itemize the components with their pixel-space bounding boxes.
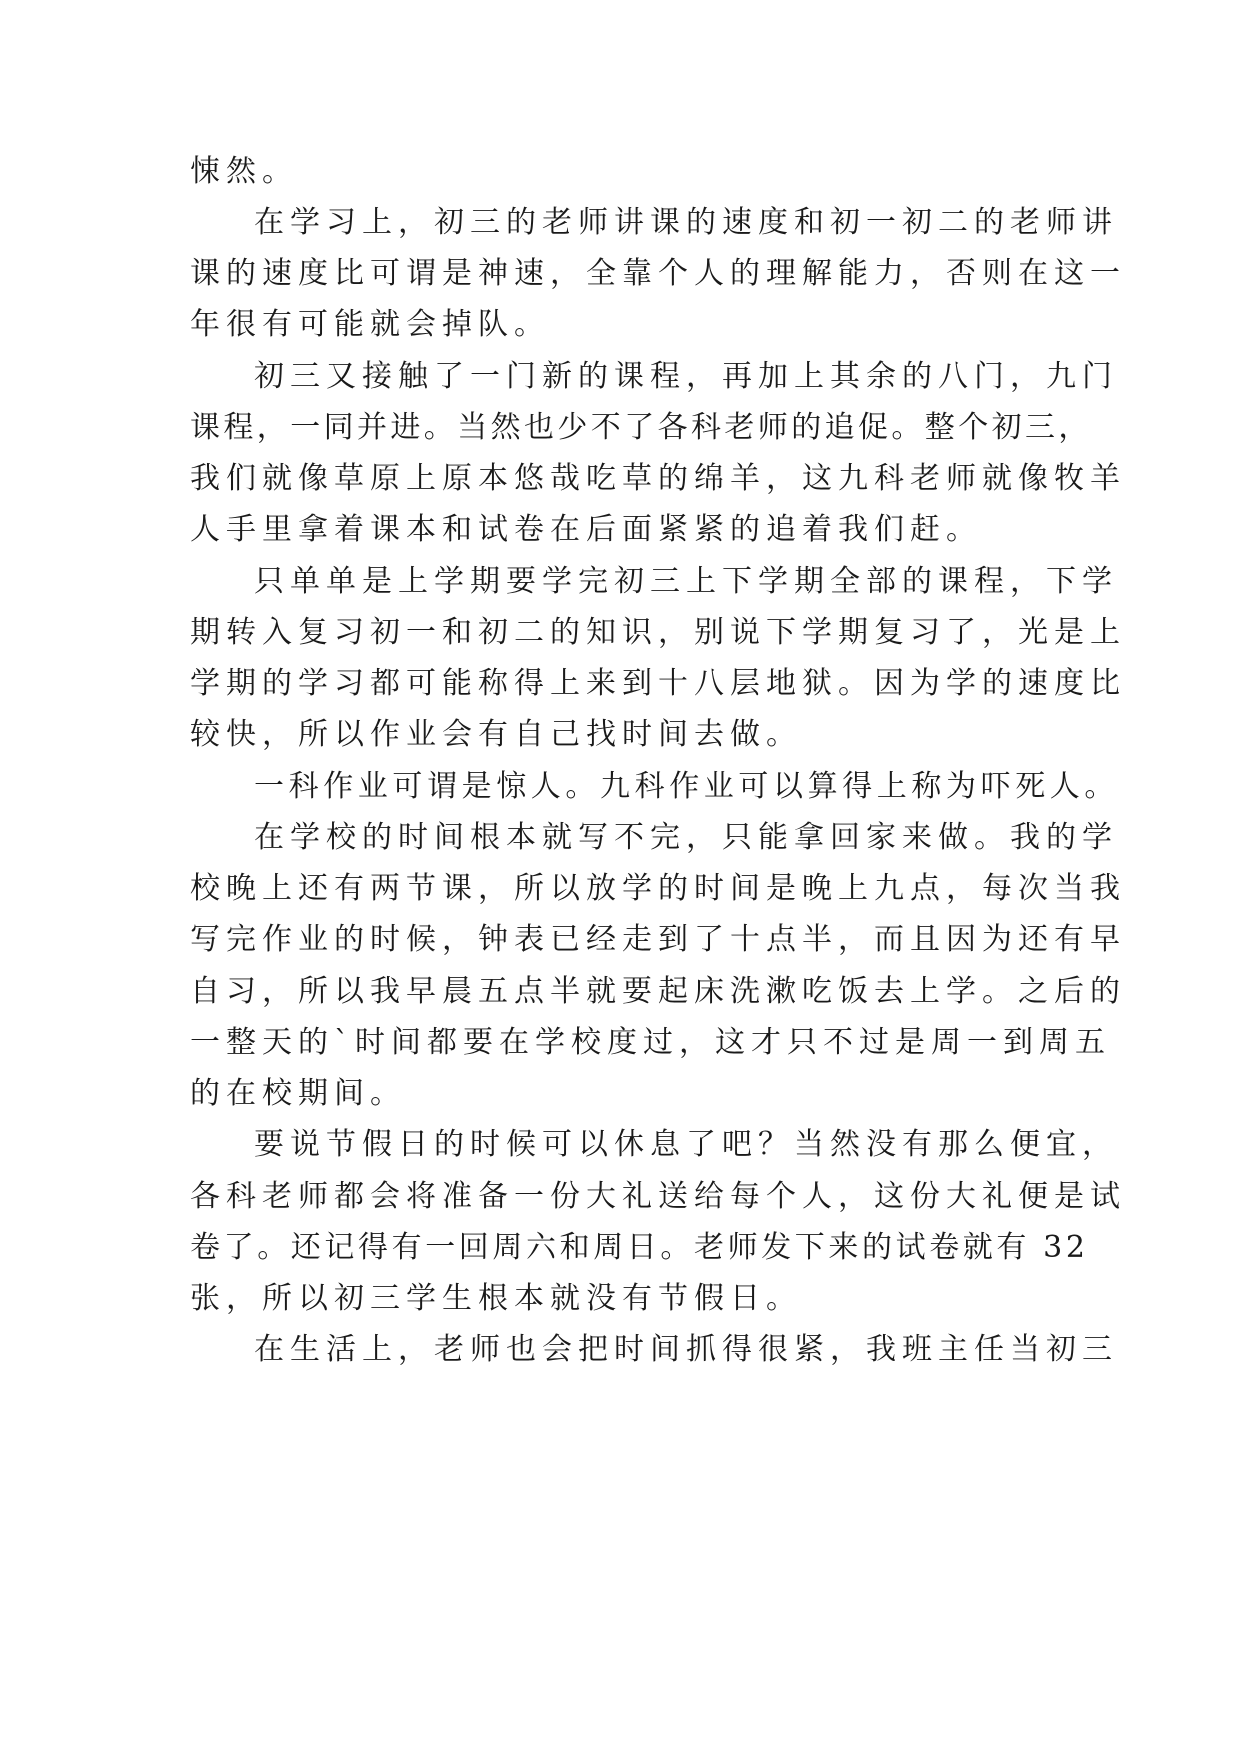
text-line: 要说节假日的时候可以休息了吧？当然没有那么便宜， xyxy=(254,1127,1118,1162)
text-line: 在学习上，初三的老师讲课的速度和初一初二的老师讲 xyxy=(254,205,1118,240)
text-line: 一科作业可谓是惊人。九科作业可以算得上称为吓死人。 xyxy=(254,769,1119,804)
text-line: 校晚上还有两节课，所以放学的时间是晚上九点，每次当我 xyxy=(190,871,1126,906)
text-line: 各科老师都会将准备一份大礼送给每个人，这份大礼便是试 xyxy=(190,1179,1126,1214)
text-line: 年很有可能就会掉队。 xyxy=(190,307,550,342)
text-line: 初三又接触了一门新的课程，再加上其余的八门，九门 xyxy=(254,359,1118,394)
text-line: 较快，所以作业会有自己找时间去做。 xyxy=(190,717,802,752)
text-line: 我们就像草原上原本悠哉吃草的绵羊，这九科老师就像牧羊 xyxy=(190,461,1126,496)
text-line: 学期的学习都可能称得上来到十八层地狱。因为学的速度比 xyxy=(190,666,1126,701)
text-line: 在生活上，老师也会把时间抓得很紧，我班主任当初三 xyxy=(254,1332,1118,1367)
text-line: 自习，所以我早晨五点半就要起床洗漱吃饭去上学。之后的 xyxy=(190,974,1126,1009)
text-line: 张，所以初三学生根本就没有节假日。 xyxy=(190,1281,802,1316)
text-line: 悚然。 xyxy=(190,154,298,189)
text-line: 卷了。还记得有一回周六和周日。老师发下来的试卷就有 32 xyxy=(190,1230,1089,1265)
text-line: 期转入复习初一和初二的知识，别说下学期复习了，光是上 xyxy=(190,615,1126,650)
text-line: 的在校期间。 xyxy=(190,1076,406,1111)
text-line: 课程，一同并进。当然也少不了各科老师的追促。整个初三， xyxy=(190,410,1092,445)
text-line: 人手里拿着课本和试卷在后面紧紧的追着我们赶。 xyxy=(190,512,982,547)
text-line: 课的速度比可谓是神速，全靠个人的理解能力，否则在这一 xyxy=(190,256,1126,291)
text-line: 在学校的时间根本就写不完，只能拿回家来做。我的学 xyxy=(254,820,1118,855)
text-line: 写完作业的时候，钟表已经走到了十点半，而且因为还有早 xyxy=(190,922,1126,957)
text-line: 一整天的`时间都要在学校度过，这才只不过是周一到周五 xyxy=(190,1025,1111,1060)
text-line: 只单单是上学期要学完初三上下学期全部的课程，下学 xyxy=(254,564,1118,599)
